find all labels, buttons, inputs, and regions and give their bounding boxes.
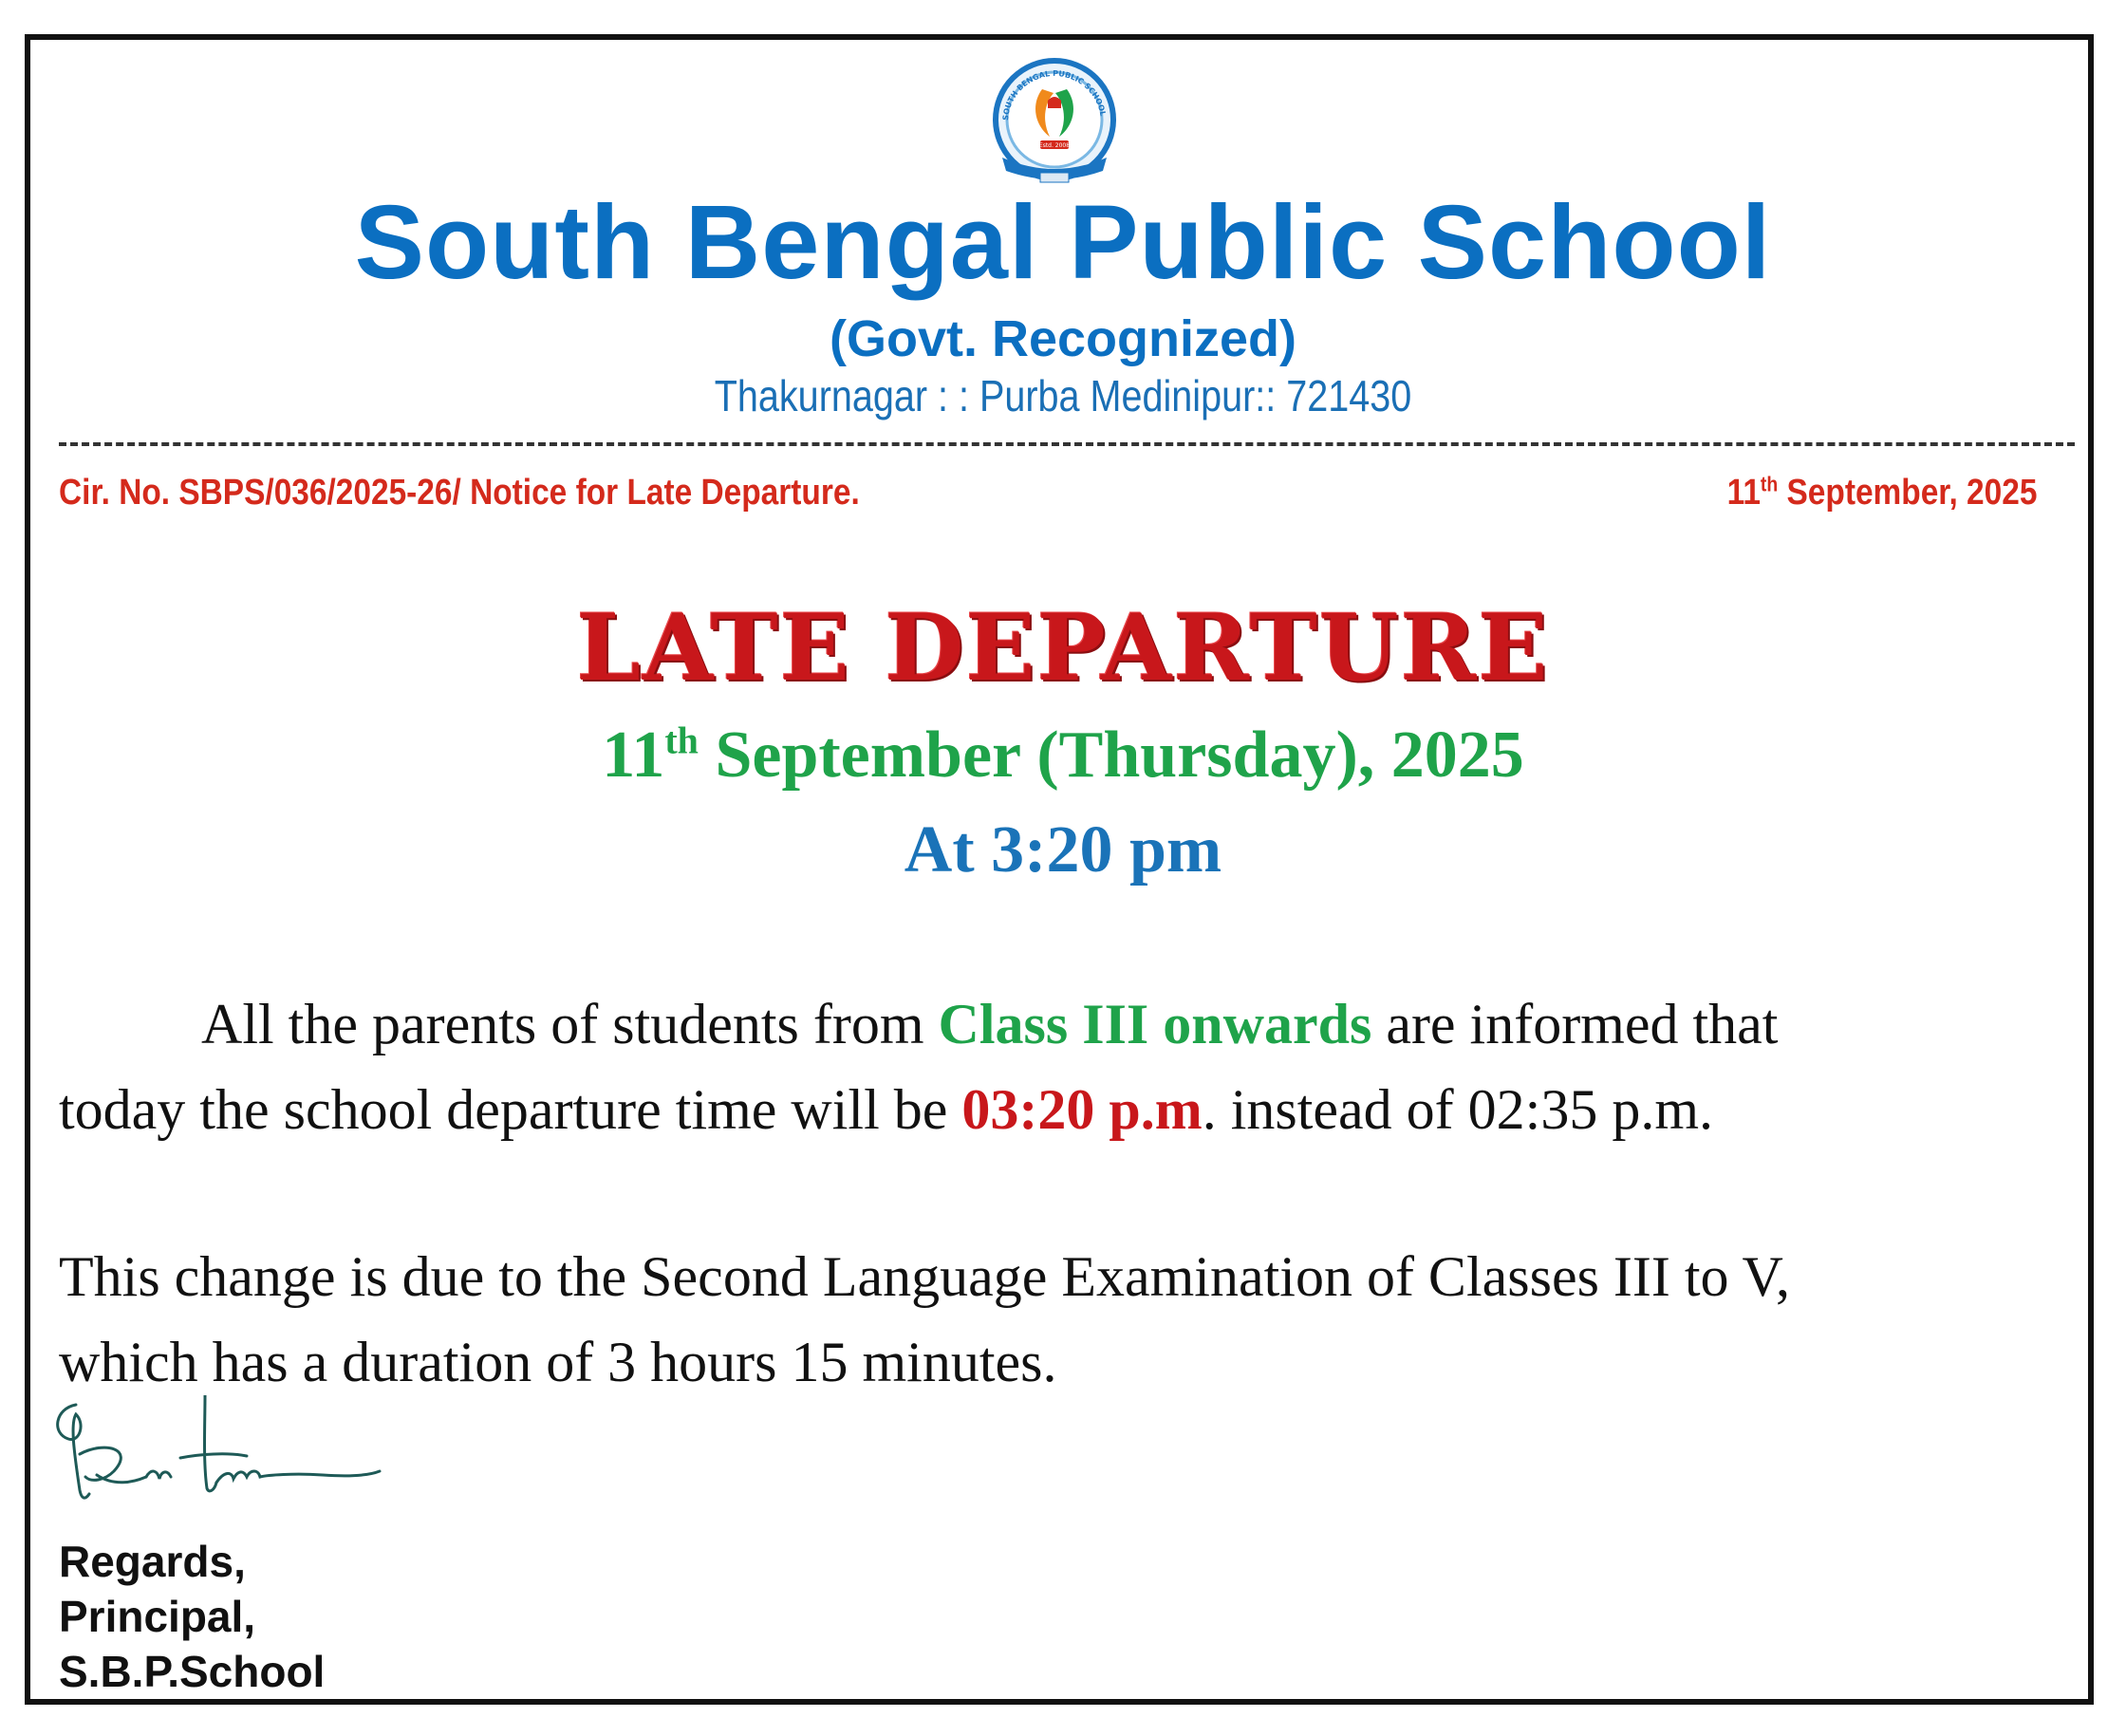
header-divider xyxy=(59,442,2075,446)
event-date-rest: September (Thursday), 2025 xyxy=(698,719,1524,792)
circular-date-suffix: th xyxy=(1760,472,1778,496)
svg-text:SOUTH BENGAL PUBLIC SCHOOL: SOUTH BENGAL PUBLIC SCHOOL xyxy=(1000,68,1108,121)
school-address: Thakurnagar : : Purba Medinipur:: 721430 xyxy=(714,371,1412,420)
paragraph-departure-line1: All the parents of students from Class III onwards are informed that xyxy=(201,993,1779,1055)
recognition-status: (Govt. Recognized) xyxy=(829,310,1296,367)
signoff-school: S.B.P.School xyxy=(59,1647,326,1696)
signoff-regards: Regards, xyxy=(59,1537,246,1586)
notice-headline: LATE DEPARTURE xyxy=(576,594,1550,701)
paragraph-reason-line1: This change is due to the Second Language Examination of Classes III to V, xyxy=(59,1245,1791,1308)
school-name: South Bengal Public School xyxy=(354,184,1772,301)
event-date-day: 11 xyxy=(602,719,665,792)
circular-date-rest: September, 2025 xyxy=(1777,473,2037,513)
svg-text:Estd. 2008: Estd. 2008 xyxy=(1038,142,1071,149)
class-highlight: Class III onwards xyxy=(938,993,1372,1055)
paragraph-reason-line2: which has a duration of 3 hours 15 minutes. xyxy=(59,1331,1057,1393)
paragraph-reason xyxy=(59,1234,1790,1405)
event-date-suffix: th xyxy=(664,719,699,762)
circular-date-day: 11 xyxy=(1726,473,1761,513)
event-date xyxy=(0,718,2126,793)
paragraph-departure-line2: today the school departure time will be 03:20 p.m. instead of 02:35 p.m. xyxy=(59,1078,1714,1141)
principal-signature xyxy=(47,1395,389,1528)
paragraph-departure xyxy=(59,981,1778,1152)
signoff-title: Principal, xyxy=(59,1592,256,1641)
circular-number: Cir. No. SBPS/036/2025-26/ Notice for Late Departure. xyxy=(59,473,860,513)
time-highlight: 03:20 p.m xyxy=(961,1078,1203,1141)
school-logo xyxy=(987,55,1122,190)
event-time: At 3:20 pm xyxy=(904,813,1222,887)
circular-date xyxy=(1726,473,2037,513)
